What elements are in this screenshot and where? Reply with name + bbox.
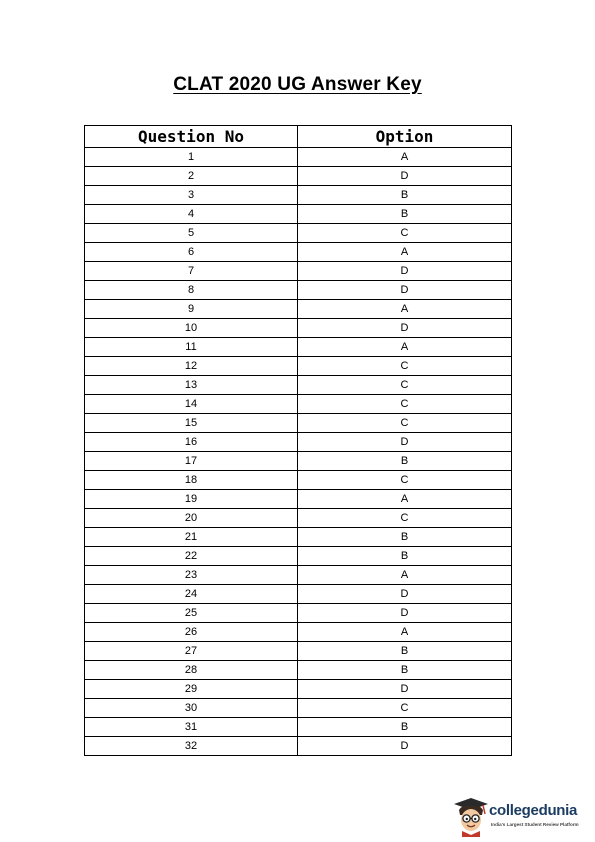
answer-option-cell: D [298,433,512,452]
question-number-cell: 21 [85,528,298,547]
table-row [85,452,512,471]
answer-option-cell: C [298,395,512,414]
table-row [85,661,512,680]
option-header: Option [298,126,512,148]
logo-tagline: India's Largest Student Review Platform [491,822,579,827]
table-row [85,167,512,186]
answer-option-cell: C [298,224,512,243]
question-number-cell: 17 [85,452,298,471]
table-row [85,547,512,566]
answer-option-cell: A [298,490,512,509]
answer-option-cell: B [298,718,512,737]
question-number-cell: 30 [85,699,298,718]
question-number-cell: 28 [85,661,298,680]
question-number-cell: 29 [85,680,298,699]
table-row [85,509,512,528]
table-row [85,395,512,414]
table-row [85,680,512,699]
question-number-cell: 2 [85,167,298,186]
table-row [85,281,512,300]
answer-option-cell: D [298,319,512,338]
answer-option-cell: B [298,205,512,224]
question-number-cell: 3 [85,186,298,205]
table-row [85,300,512,319]
question-number-cell: 26 [85,623,298,642]
table-row [85,623,512,642]
table-row [85,737,512,756]
answer-option-cell: B [298,661,512,680]
page-title: CLAT 2020 UG Answer Key [173,74,422,95]
answer-option-cell: D [298,737,512,756]
answer-option-cell: D [298,167,512,186]
answer-option-cell: D [298,680,512,699]
table-row [85,490,512,509]
question-no-header: Question No [85,126,298,148]
question-number-cell: 32 [85,737,298,756]
mascot-graduate-icon [452,795,490,837]
table-row [85,224,512,243]
question-number-cell: 1 [85,148,298,167]
table-row [85,338,512,357]
table-row [85,566,512,585]
question-number-cell: 25 [85,604,298,623]
question-number-cell: 22 [85,547,298,566]
table-row [85,414,512,433]
question-number-cell: 11 [85,338,298,357]
answer-option-cell: D [298,262,512,281]
question-number-cell: 19 [85,490,298,509]
table-row [85,186,512,205]
question-number-cell: 8 [85,281,298,300]
answer-option-cell: C [298,414,512,433]
answer-option-cell: B [298,528,512,547]
answer-option-cell: B [298,186,512,205]
question-number-cell: 16 [85,433,298,452]
answer-option-cell: A [298,243,512,262]
question-number-cell: 14 [85,395,298,414]
question-number-cell: 6 [85,243,298,262]
table-row [85,528,512,547]
table-row [85,642,512,661]
table-row [85,357,512,376]
answer-option-cell: B [298,642,512,661]
question-number-cell: 31 [85,718,298,737]
answer-option-cell: C [298,509,512,528]
question-number-cell: 5 [85,224,298,243]
answer-option-cell: A [298,300,512,319]
table-row [85,319,512,338]
table-row [85,604,512,623]
answer-option-cell: C [298,357,512,376]
answer-option-cell: A [298,148,512,167]
answer-option-cell: A [298,338,512,357]
table-row [85,376,512,395]
question-number-cell: 12 [85,357,298,376]
question-number-cell: 10 [85,319,298,338]
question-number-cell: 15 [85,414,298,433]
table-row [85,699,512,718]
answer-option-cell: B [298,547,512,566]
answer-option-cell: C [298,699,512,718]
table-header-row [85,126,512,148]
question-number-cell: 20 [85,509,298,528]
question-number-cell: 4 [85,205,298,224]
answer-option-cell: C [298,376,512,395]
question-number-cell: 18 [85,471,298,490]
answer-option-cell: D [298,281,512,300]
answer-key-table [84,125,512,756]
answer-option-cell: C [298,471,512,490]
question-number-cell: 24 [85,585,298,604]
table-row [85,262,512,281]
answer-option-cell: D [298,585,512,604]
table-row [85,718,512,737]
answer-option-cell: B [298,452,512,471]
collegedunia-logo [452,795,592,837]
logo-wordmark: collegedunia [489,802,578,819]
table-row [85,205,512,224]
table-row [85,148,512,167]
question-number-cell: 9 [85,300,298,319]
table-row [85,243,512,262]
answer-option-cell: A [298,566,512,585]
table-row [85,585,512,604]
question-number-cell: 7 [85,262,298,281]
answer-option-cell: A [298,623,512,642]
question-number-cell: 27 [85,642,298,661]
table-row [85,471,512,490]
question-number-cell: 13 [85,376,298,395]
answer-option-cell: D [298,604,512,623]
table-row [85,433,512,452]
question-number-cell: 23 [85,566,298,585]
answer-rows [85,148,512,756]
